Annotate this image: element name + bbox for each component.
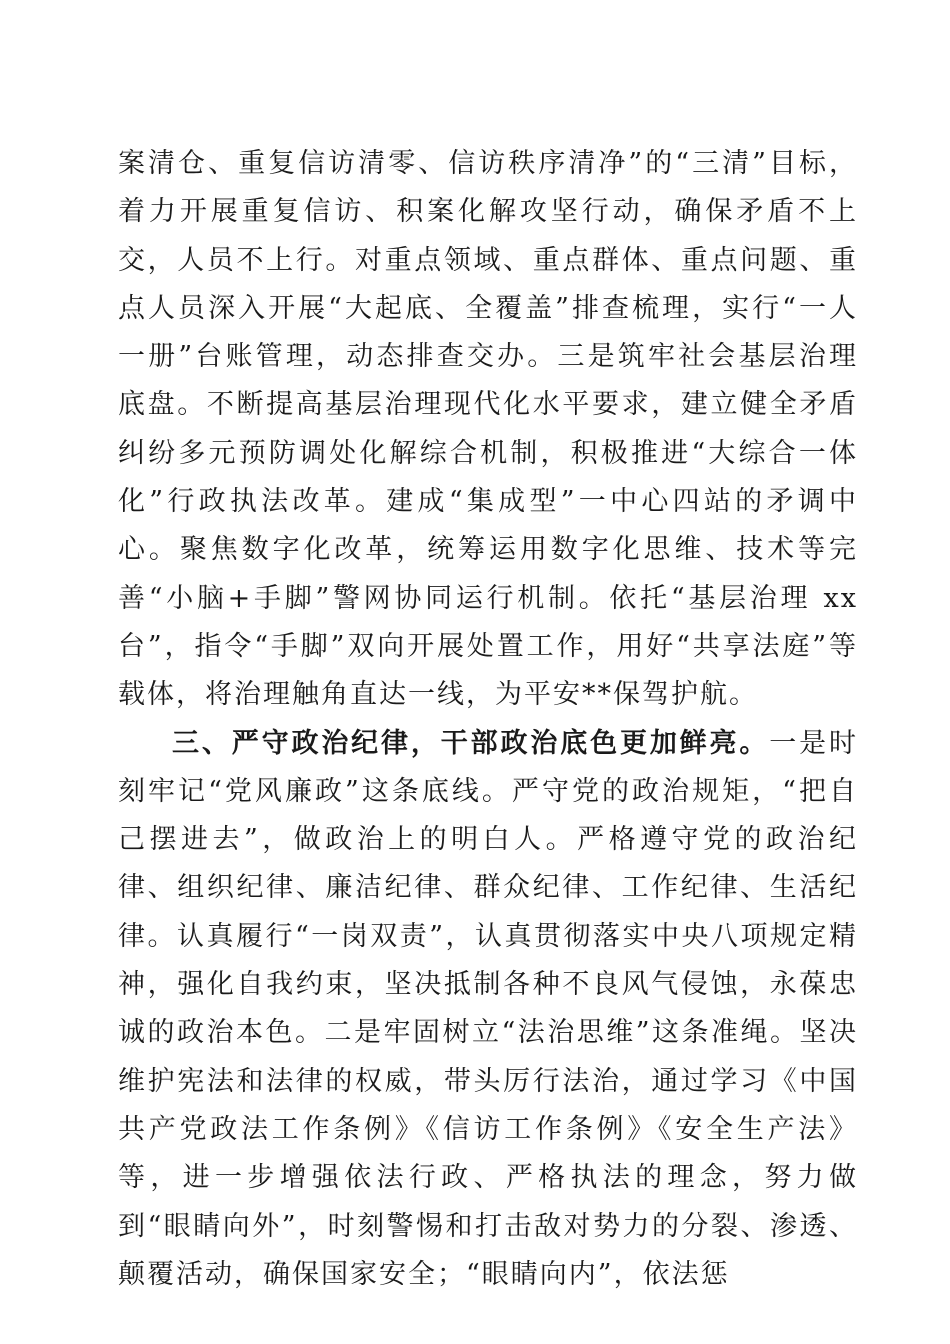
paragraph-continued: 案清仓、重复信访清零、信访秩序清净”的“三清”目标，着力开展重复信访、积案化解攻坚行动，确保矛盾不上交，人员不上行。对重点领域、重点群体、重点问题、重点人员深入开展“大起底、全覆盖”排查梳理，实行“一人一册”台账管理，动态排查交办。三是筑牢社会基层治理底盘。不断提高基层治理现代化水平要求，建立健全矛盾纠纷多元预防调处化解综合机制，积极推进“大综合一体化”行政执法改革。建成“集成型”一中心四站的矛调中心。聚焦数字化改革，统筹运用数字化思维、技术等完善“小脑+手脚”警网协同运行机制。依托“基层治理 xx 台”，指令“手脚”双向开展处置工作，用好“共享法庭”等载体，将治理触角直达一线，为平安**保驾护航。 bbox=[118, 148, 858, 711]
section-heading: 三、严守政治纪律，干部政治底色更加鲜亮。 bbox=[172, 727, 770, 759]
document-body bbox=[118, 140, 858, 1299]
paragraph-section-three bbox=[118, 720, 858, 1300]
section-body: 一是时刻牢记“党风廉政”这条底线。严守党的政治规矩，“把自己摆进去”，做政治上的明白人。严格遵守党的政治纪律、组织纪律、廉洁纪律、群众纪律、工作纪律、生活纪律。认真履行“一岗双责”，认真贯彻落实中央八项规定精神，强化自我约束，坚决抵制各种不良风气侵蚀，永葆忠诚的政治本色。二是牢固树立“法治思维”这条准绳。坚决维护宪法和法律的权威，带头厉行法治，通过学习《中国共产党政法工作条例》《信访工作条例》《安全生产法》等，进一步增强依法行政、严格执法的理念，努力做到“眼睛向外”，时刻警惕和打击敌对势力的分裂、渗透、颠覆活动，确保国家安全；“眼睛向内”，依法惩 bbox=[118, 727, 859, 1290]
